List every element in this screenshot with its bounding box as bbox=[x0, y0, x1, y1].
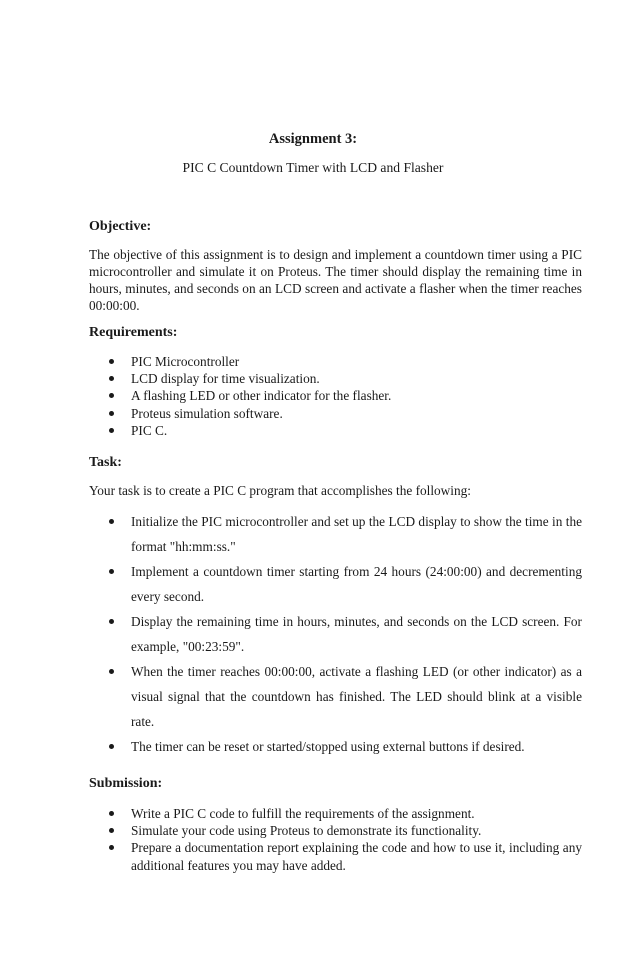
task-item: When the timer reaches 00:00:00, activate a flashing LED (or other indicator) as a visual signal that the countdown has finished. The LED should blink at a visible rate. bbox=[107, 659, 582, 734]
task-heading: Task: bbox=[89, 455, 122, 470]
requirement-item: PIC C. bbox=[107, 422, 527, 439]
requirement-item: A flashing LED or other indicator for the flasher. bbox=[107, 387, 527, 404]
submission-item: Prepare a documentation report explaining the code and how to use it, including any additional features you may have added. bbox=[107, 839, 582, 873]
requirement-item: Proteus simulation software. bbox=[107, 405, 527, 422]
objective-text: The objective of this assignment is to design and implement a countdown timer using a PIC microcontroller and simulate it on Proteus. The timer should display the remaining time in hours, minutes, and seconds on an LCD screen and activate a flasher when the timer reaches 00:00:00. bbox=[89, 247, 582, 313]
task-item: Display the remaining time in hours, minutes, and seconds on the LCD screen. For example, "00:23:59". bbox=[107, 609, 582, 659]
submission-item: Write a PIC C code to fulfill the requirements of the assignment. bbox=[107, 805, 582, 822]
objective-heading: Objective: bbox=[89, 219, 152, 234]
task-intro: Your task is to create a PIC C program that accomplishes the following: bbox=[89, 483, 471, 498]
assignment-subtitle: PIC C Countdown Timer with LCD and Flasher bbox=[182, 160, 444, 175]
submission-item: Simulate your code using Proteus to demonstrate its functionality. bbox=[107, 822, 582, 839]
requirement-item: PIC Microcontroller bbox=[107, 353, 527, 370]
task-list bbox=[107, 509, 582, 759]
submission-heading: Submission: bbox=[89, 776, 163, 791]
task-item: The timer can be reset or started/stopped using external buttons if desired. bbox=[107, 734, 582, 759]
requirement-item: LCD display for time visualization. bbox=[107, 370, 527, 387]
assignment-title: Assignment 3: bbox=[268, 131, 358, 147]
requirements-heading: Requirements: bbox=[89, 325, 178, 340]
task-item: Initialize the PIC microcontroller and set up the LCD display to show the time in the format "hh:mm:ss." bbox=[107, 509, 582, 559]
submission-list bbox=[107, 805, 582, 874]
task-item: Implement a countdown timer starting from 24 hours (24:00:00) and decrementing every second. bbox=[107, 559, 582, 609]
requirements-list bbox=[107, 353, 527, 439]
